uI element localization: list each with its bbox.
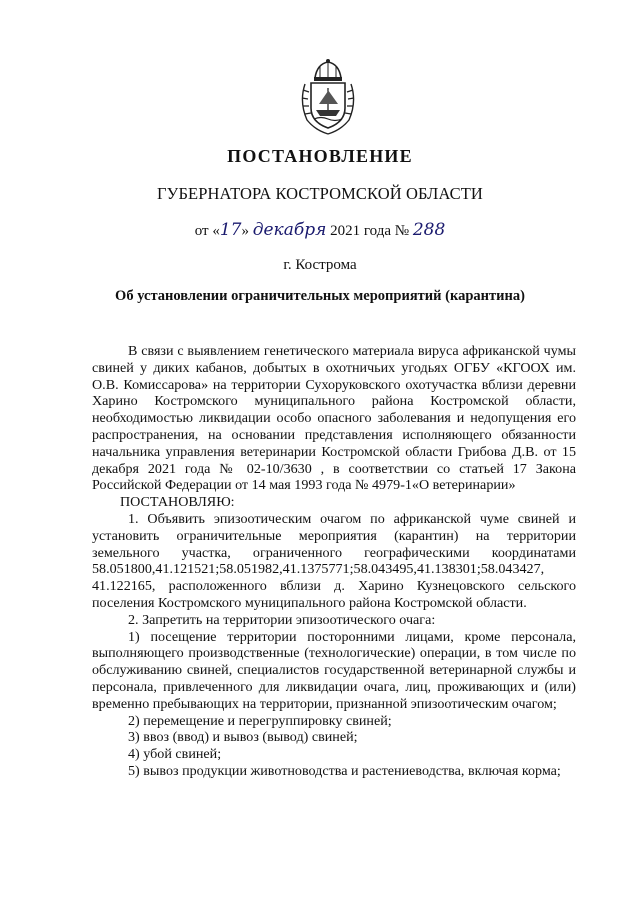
item-2-1-paragraph: 1) посещение территории посторонними лицами, кроме персонала, выполняющего производственные (технологические) операции, в том числе по обслуживанию свиней, специалистов государственной ветеринарной службы и персонала, привлеченного для ликвидации очага, лиц, проживающих и (или) временно пребывающих на территории, признанной эпизоотическим очагом; <box>92 628 576 712</box>
item-2-2-paragraph: 2) перемещение и перегруппировку свиней; <box>128 712 392 729</box>
date-day-handwritten: 17 <box>219 220 242 240</box>
date-quote-close: » <box>241 223 249 239</box>
date-month-handwritten: декабря <box>252 220 327 240</box>
item-2-4-paragraph: 4) убой свиней; <box>128 746 222 763</box>
date-line <box>0 220 640 240</box>
item-2-5-paragraph: 5) вывоз продукции животноводства и растениеводства, включая корма; <box>128 762 561 779</box>
preamble-paragraph: В связи с выявлением генетического материала вируса африканской чумы свиней у диких кабанов, добытых в охотничьих угодьях ОГБУ «КГООХ им. О.В. Комиссарова» на территории Сухоруковского охотучастка вблизи деревни Харино Костромского муниципального района Костромской области, необходимостью ликвидации особо опасного заболевания и недопущения его распространения, на основании представления исполняющего обязанности начальника управления ветеринарии Костромской области Грибова Д.В. от 15 декабря 2021 года № 02-10/3630 , в соответствии со статьей 17 Закона Российской Федерации от 14 мая 1993 года № 4979-1«О ветеринарии» <box>92 343 576 494</box>
document-type-heading: ПОСТАНОВЛЕНИЕ <box>227 146 413 166</box>
decree-word: ПОСТАНОВЛЯЮ: <box>120 494 235 511</box>
coat-of-arms-icon <box>297 58 359 136</box>
document-body <box>92 343 576 780</box>
issuing-authority: ГУБЕРНАТОРА КОСТРОМСКОЙ ОБЛАСТИ <box>157 184 483 203</box>
item-2-3-paragraph: 3) ввоз (ввод) и вывоз (вывод) свиней; <box>128 729 358 746</box>
date-year: 2021 года № <box>330 223 410 239</box>
item-2-paragraph: 2. Запретить на территории эпизоотического очага: <box>128 611 436 628</box>
document-number-handwritten: 288 <box>412 220 446 240</box>
document-title: Об установлении ограничительных мероприятий (карантина) <box>115 288 525 304</box>
date-prefix: от « <box>194 223 220 239</box>
city: г. Кострома <box>283 257 357 273</box>
item-1-paragraph: 1. Объявить эпизоотическим очагом по африканской чуме свиней и установить ограничительные мероприятия (карантин) на территории земельного участка, ограниченного географическими координатами 58.051800,41.121521;58.051982,41.1375771;58.043495,41.138301;58.043427, 41.122165, расположенного вблизи д. Харино Кузнецовского сельского поселения Костромского муниципального района Костромской области. <box>92 510 576 611</box>
